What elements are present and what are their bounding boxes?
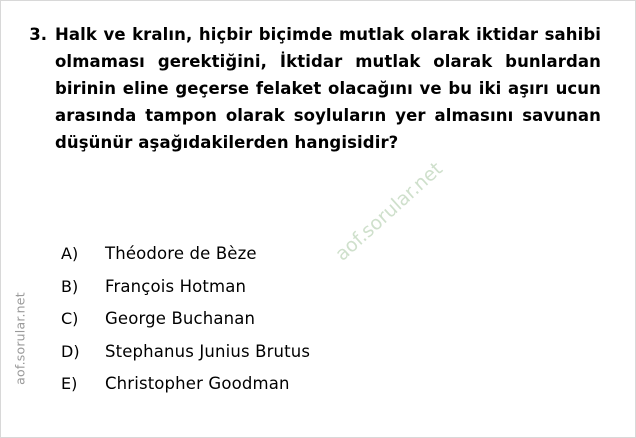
question-block	[19, 21, 617, 156]
center-watermark: aof.sorular.net	[331, 157, 447, 266]
option-e-letter: E)	[61, 374, 78, 393]
question-number: 3.	[29, 25, 47, 44]
option-d-letter: D)	[61, 341, 80, 361]
option-c-label: George Buchanan	[105, 309, 256, 328]
option-e-label: Christopher Goodman	[105, 374, 290, 393]
option-c-letter: C)	[61, 309, 79, 328]
question-text: Halk ve kralın, hiçbir biçimde mutlak olarak iktidar sahibi olmaması gerektiğini, İktidar mutlak olarak bunlardan birinin eline geçerse felaket olacağını ve bu iki aşırı ucun arasında tampon olarak soyluların yer almasını savunan düşünür aşağıdakilerden hangisidir?	[55, 25, 601, 152]
option-a[interactable]	[61, 244, 615, 263]
option-b[interactable]	[61, 277, 615, 296]
option-b-letter: B)	[61, 276, 79, 296]
option-d[interactable]	[61, 342, 615, 361]
option-e[interactable]	[61, 374, 615, 393]
option-a-letter: A)	[61, 244, 79, 263]
option-a-label: Théodore de Bèze	[105, 244, 257, 263]
options-list	[61, 244, 615, 407]
option-c[interactable]	[61, 309, 615, 328]
option-d-label: Stephanus Junius Brutus	[105, 341, 311, 361]
option-b-label: François Hotman	[105, 276, 247, 296]
side-watermark-text: aof.sorular.net	[12, 292, 28, 385]
